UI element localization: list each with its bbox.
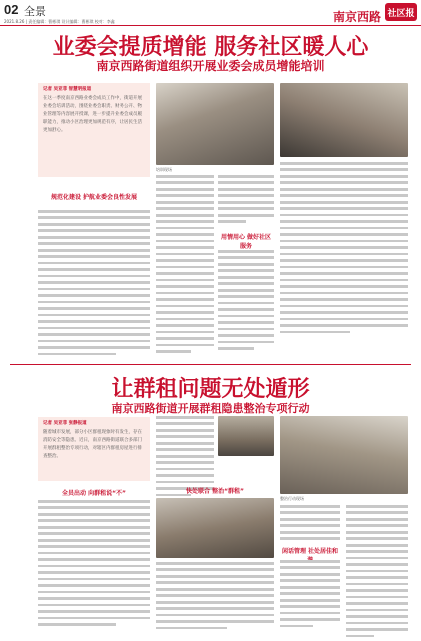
article2-section1-heading: 全员出动 向群租说“不” xyxy=(62,490,126,497)
article1-byline: 记者 吴亚菲 智慧明报道 xyxy=(43,87,92,92)
article1-section2-heading: 用情用心 做好社区服务 xyxy=(220,234,272,250)
article1-lead-box xyxy=(38,83,150,177)
article2-section2-heading: 快处联合 整治“群租” xyxy=(186,488,244,495)
article1-photo-caption: 培训现场 xyxy=(156,167,172,172)
paper-title: 南京西路 xyxy=(332,10,381,24)
section-name: 全景 xyxy=(24,5,46,18)
article-divider xyxy=(10,364,411,365)
article2-body-col3b xyxy=(280,560,340,631)
article2-photo-inspection-b xyxy=(156,498,274,558)
article1-body-col2 xyxy=(156,175,214,357)
article2-subhead: 南京西路街道开展群租隐患整治专项行动 xyxy=(111,402,310,415)
article1-headline: 业委会提质增能 服务社区暖人心 xyxy=(52,35,369,60)
article1-photo-training xyxy=(156,83,274,165)
article2-section3-heading: 闲话管理 社处居佳和 xyxy=(281,548,339,555)
article2-body-col1 xyxy=(38,500,150,630)
article2-lead: 随着城市发展，部分小区群租现象时有发生，存在消防安全等隐患。近日，南京西路街道联合多部门开展群租整治专项行动，对辖区内群租房屋进行排查整治。 xyxy=(43,430,142,459)
article2-photo-caption: 整治行动现场 xyxy=(280,496,304,501)
article2-body-col2b xyxy=(156,562,274,633)
logo-text: 社区报 xyxy=(387,9,415,19)
article1-photo-meeting xyxy=(280,83,408,157)
article2-byline: 记者 吴亚菲 张静报道 xyxy=(43,421,87,426)
article2-photo-inspection-a xyxy=(218,416,274,456)
article2-body-col4 xyxy=(346,505,408,641)
article1-section1-heading: 规范化建设 护航业委会良性发展 xyxy=(50,194,138,201)
article2-lead-box xyxy=(38,417,150,481)
article1-body-col1 xyxy=(38,210,150,359)
paper-logo xyxy=(385,3,417,21)
article1-subhead: 南京西路街道组织开展业委会成员增能培训 xyxy=(96,59,325,73)
article1-body-col3b xyxy=(218,250,274,354)
article1-lead: 在这一季度南京西路业委会成员工作中，街道开展业委会培训活动，围绕业委会职责、财务公开、物业管理等内容展开授课，进一步提升业委会成员履职能力，推动小区治理更加规范有序，让居民生活更加舒心。 xyxy=(43,96,142,133)
header-meta: 2021.8.26 | 责任编辑：曹彬琪 设计编辑：曹彬琪 校对：李鑫 xyxy=(4,19,115,24)
page-number: 02 xyxy=(4,2,19,17)
article2-body-col3 xyxy=(280,505,340,544)
article2-photo-team xyxy=(280,416,408,494)
header-rule xyxy=(0,25,421,26)
article2-headline: 让群租问题无处遁形 xyxy=(111,377,310,402)
article1-body-col4 xyxy=(280,162,408,337)
article1-body-col3 xyxy=(218,175,274,227)
